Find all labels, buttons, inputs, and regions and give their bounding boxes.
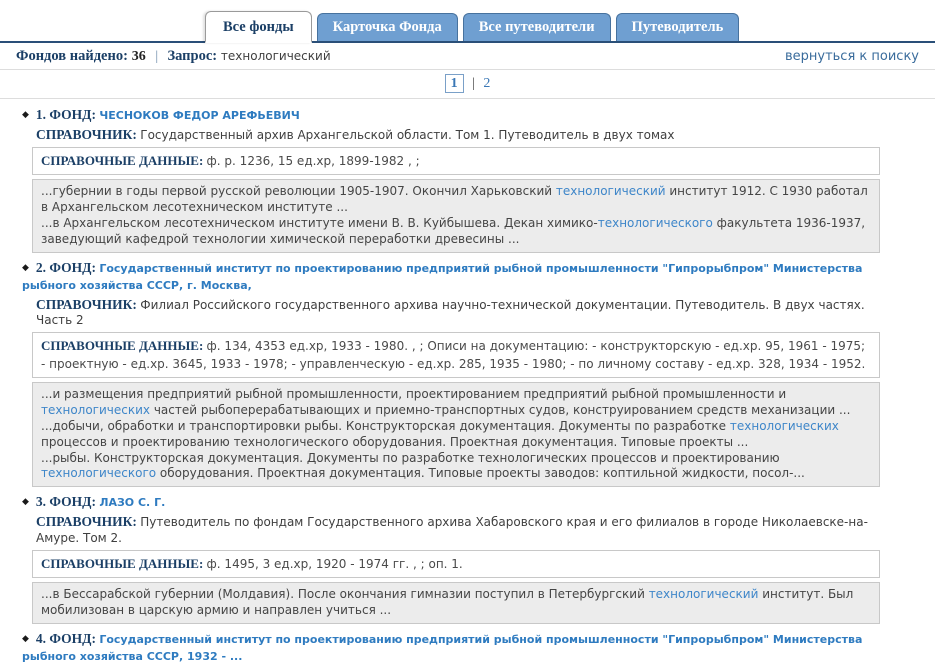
snippet-text: ...в Архангельском лесотехническом институте имени В. В. Куйбышева. Декан химико- [41,216,598,231]
highlighted-query-term: технологических [729,418,839,433]
fund-link[interactable]: ЧЕСНОКОВ ФЕДОР АРЕФЬЕВИЧ [99,109,300,122]
tab-all-funds[interactable]: Все фонды [205,11,312,43]
reference-data-text: ф. р. 1236, 15 ед.хр, 1899-1982 , ; [206,153,420,168]
result-item [22,630,880,665]
guide-label: СПРАВОЧНИК: [36,296,141,312]
result-item [22,493,880,624]
snippet-paragraph [41,184,871,216]
search-snippets-box [32,382,880,487]
query-value: технологический [220,49,331,63]
bullet-icon: ◆ [22,497,29,508]
guide-text: Государственный архив Архангельской области. Том 1. Путеводитель в двух томах [140,128,675,143]
tabs-bar [0,11,935,43]
found-label: Фондов найдено: [16,48,128,64]
guide-line [36,126,880,144]
fund-label: ФОНД: [49,631,100,647]
reference-data-box [32,332,880,378]
back-to-search-link[interactable]: вернуться к поиску [784,49,919,64]
result-item [22,259,880,487]
archive-search-results-page [0,11,935,664]
bullet-icon: ◆ [22,634,29,645]
snippet-text: частей рыбоперерабатывающих и приемно-транспортных судов, конструированием средств механизации ... [150,403,851,418]
snippet-text: институт 1912. С 1930 работал в Архангельском лесотехническом институте ... [41,184,868,215]
result-number: 1. [35,107,50,122]
snippet-text: ...губернии в годы первой русской революции 1905-1907. Окончил Харьковский [41,184,556,199]
search-snippets-box [32,582,880,624]
snippet-text: институт. Был мобилизован в царскую армию и направлен учиться ... [41,587,854,618]
snippet-text: ...рыбы. Конструкторская документация. Документы по разработке технологических процессов и проектированию [41,450,780,465]
search-snippets-box [32,179,880,252]
tab-guide[interactable]: Путеводитель [616,13,740,41]
snippet-text: ...добычи, обработки и транспортировки рыбы. Конструкторская документация. Документы по разработке [41,418,730,433]
guide-label: СПРАВОЧНИК: [36,514,141,530]
highlighted-query-term: технологический [555,184,666,199]
pagination-current-page[interactable]: 1 [445,74,464,93]
reference-data-label: СПРАВОЧНЫЕ ДАННЫЕ: [41,338,207,354]
snippet-text: факультета 1936-1937, заведующий кафедрой технологии химической переработки древесины ... [41,216,866,246]
fund-label: ФОНД: [49,259,100,275]
bullet-icon: ◆ [22,110,29,120]
tab-fund-card[interactable]: Карточка Фонда [317,13,458,41]
pagination [0,70,935,99]
reference-data-label: СПРАВОЧНЫЕ ДАННЫЕ: [41,555,207,571]
snippet-paragraph [41,587,871,619]
result-title-line [22,493,880,511]
highlighted-query-term: технологического [597,216,713,231]
fund-label: ФОНД: [49,107,100,122]
snippet-paragraph [41,216,871,248]
result-number: 3. [35,494,50,510]
result-number: 4. [35,631,50,647]
fund-label: ФОНД: [49,494,100,510]
snippet-text: процессов и проектированию технологического оборудования. Проектная документация. Типовые проекты ... [41,434,749,449]
found-count: 36 [131,49,146,64]
result-item [22,106,880,253]
query-label: Запрос: [167,48,218,64]
reference-data-text: ф. 1495, 3 ед.хр, 1920 - 1974 гг. , ; оп. 1. [206,556,463,571]
guide-label: СПРАВОЧНИК: [36,127,141,143]
fund-link[interactable]: Государственный институт по проектированию предприятий рыбной промышленности "Гипрорыбпром" Министерства рыбного хозяйства СССР, г. Москва, [22,261,863,292]
snippet-text: оборудования. Проектная документация. Типовые проекты заводов: коптильной жидкости, посол-... [156,466,805,481]
highlighted-query-term: технологических [41,403,150,418]
result-title-line [22,630,880,665]
snippet-paragraph [41,387,871,419]
guide-text: Путеводитель по фондам Государственного архива Хабаровского края и его филиалов в городе Николаевске-на-Амуре. Том 2. [36,515,868,545]
summary-separator: | [154,49,159,63]
snippet-paragraph [41,419,871,451]
reference-data-label: СПРАВОЧНЫЕ ДАННЫЕ: [41,152,207,168]
tab-all-guides[interactable]: Все путеводители [463,13,611,41]
fund-link[interactable]: Государственный институт по проектированию предприятий рыбной промышленности "Гипрорыбпром" Министерства рыбного хозяйства СССР, 1932 - ... [22,633,863,664]
snippet-text: ...в Бессарабской губернии (Молдавия). После окончания гимназии поступил в Петербургский [41,587,649,602]
reference-data-box [32,147,880,176]
bullet-icon: ◆ [22,262,29,273]
reference-data-text: ф. 134, 4353 ед.хр, 1933 - 1980. , ; Описи на документацию: - конструкторскую - ед.хр. 95, 1961 - 1975; - проектную - ед.хр. 3645, 1933 - 1978; - управленческую - ед.хр. 285, 1935 - 1980; - по личному составу - ед.хр. 328, 1934 - 1952. [41,339,866,371]
highlighted-query-term: технологического [41,466,157,481]
result-number: 2. [35,259,50,275]
reference-data-box [32,550,880,579]
guide-line [36,296,880,329]
result-title-line [22,106,880,124]
guide-text: Филиал Российского государственного архива научно-технической документации. Путеводитель. В двух частях. Часть 2 [36,297,865,328]
pagination-page-link[interactable]: 2 [483,76,491,91]
results-header [0,43,935,70]
fund-link[interactable]: ЛАЗО С. Г. [99,496,166,510]
results-list [0,99,935,665]
highlighted-query-term: технологический [648,587,759,602]
snippet-text: ...и размещения предприятий рыбной промышленности, проектированием предприятий рыбной промышленности и [41,387,787,402]
results-summary [16,48,331,65]
snippet-paragraph [41,451,871,483]
pagination-separator: | [472,76,475,91]
guide-line [36,513,880,546]
result-title-line [22,259,880,294]
